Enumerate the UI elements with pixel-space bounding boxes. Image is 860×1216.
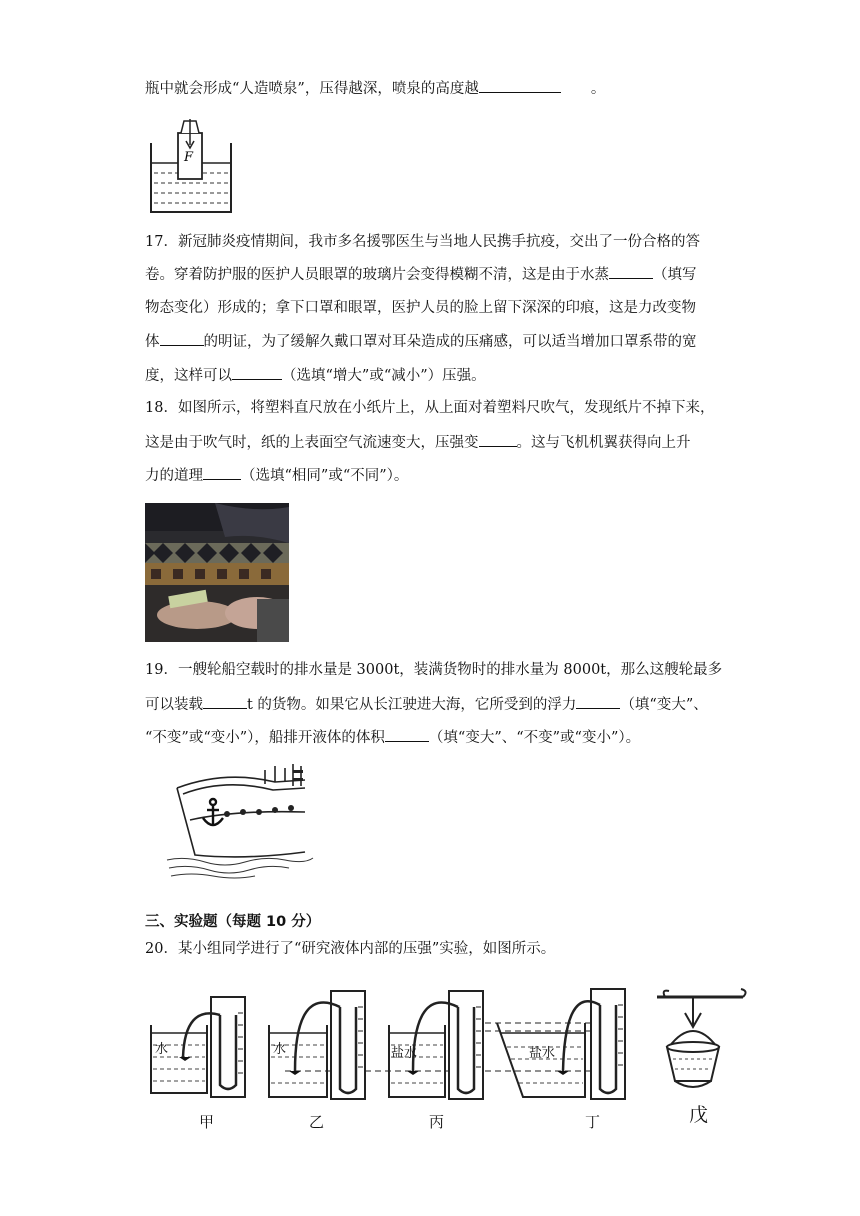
q17-text-4a: 体 bbox=[145, 334, 160, 350]
q17-text-1: 17．新冠肺炎疫情期间，我市多名援鄂医生与当地人民携手抗疫，交出了一份合格的答 bbox=[145, 234, 700, 250]
q19-blank-1[interactable] bbox=[203, 694, 247, 709]
q18-text-1: 18．如图所示，将塑料直尺放在小纸片上，从上面对着塑料尺吹气，发现纸片不掉下来， bbox=[145, 400, 715, 416]
q17-blank-3[interactable] bbox=[232, 365, 282, 380]
q20-line-1 bbox=[145, 939, 555, 959]
q17-line-3 bbox=[145, 298, 696, 318]
q19-line-2 bbox=[145, 694, 708, 715]
ship-figure bbox=[165, 760, 315, 880]
label-salt-1: 盐水 bbox=[391, 1046, 418, 1061]
q18-text-3a: 力的道理 bbox=[145, 468, 203, 484]
q17-text-3: 物态变化）形成的；拿下口罩和眼罩，医护人员的脸上留下深深的印痕，这是力改变物 bbox=[145, 300, 696, 316]
q17-line-4 bbox=[145, 331, 697, 352]
q18-line-1 bbox=[145, 398, 714, 418]
liquid-pressure-figure bbox=[145, 985, 750, 1135]
q17-line-1 bbox=[145, 232, 700, 252]
q19-text-3b: （填“变大”、“不变”或“变小”）。 bbox=[428, 730, 641, 746]
q16-period: 。 bbox=[590, 81, 606, 97]
label-bing: 丙 bbox=[429, 1113, 445, 1131]
q17-blank-2[interactable] bbox=[160, 331, 204, 346]
q18-text-3b: （选填“相同”或“不同”）。 bbox=[241, 468, 409, 484]
section-3-heading-text: 三、实验题（每题 10 分） bbox=[145, 914, 321, 930]
force-label: F bbox=[184, 150, 194, 165]
q18-blank-2[interactable] bbox=[203, 465, 241, 480]
q16-line bbox=[145, 78, 605, 99]
q16-blank[interactable] bbox=[479, 78, 561, 93]
q18-line-2 bbox=[145, 432, 691, 453]
q17-text-2a: 卷。穿着防护服的医护人员眼罩的玻璃片会变得模糊不清，这是由于水蒸 bbox=[145, 267, 609, 283]
q20-text-1: 20．某小组同学进行了“研究液体内部的压强”实验，如图所示。 bbox=[145, 941, 556, 957]
q17-line-5 bbox=[145, 365, 486, 386]
q17-text-5a: 度，这样可以 bbox=[145, 368, 232, 384]
q18-blank-1[interactable] bbox=[479, 432, 517, 447]
label-jia: 甲 bbox=[199, 1113, 215, 1131]
q18-line-3 bbox=[145, 465, 408, 486]
q18-text-2a: 这是由于吹气时，纸的上表面空气流速变大，压强变 bbox=[145, 435, 479, 451]
label-ding: 丁 bbox=[585, 1113, 601, 1131]
section-3-heading bbox=[145, 912, 320, 932]
apparatus-ding bbox=[497, 989, 625, 1099]
q19-text-3a: “不变”或“变小”），船排开液体的体积 bbox=[145, 730, 385, 746]
label-yi: 乙 bbox=[309, 1113, 325, 1131]
anchor-icon bbox=[203, 799, 223, 826]
q18-text-2b: 。这与飞机机翼获得向上升 bbox=[516, 435, 691, 451]
q17-line-2 bbox=[145, 264, 697, 285]
label-water-2: 水 bbox=[273, 1042, 287, 1057]
q19-blank-2[interactable] bbox=[576, 694, 620, 709]
q17-text-2b: （填写 bbox=[653, 267, 697, 283]
q19-line-3 bbox=[145, 727, 640, 748]
q19-text-1: 19．一艘轮船空载时的排水量是 3000t，装满货物时的排水量为 8000t，那么这艘轮最多 bbox=[145, 662, 723, 678]
q17-text-5b: （选填“增大”或“减小”）压强。 bbox=[282, 368, 486, 384]
q19-line-1 bbox=[145, 660, 722, 680]
apparatus-wu bbox=[657, 989, 746, 1087]
bottle-in-water-figure bbox=[148, 115, 236, 215]
q17-blank-1[interactable] bbox=[609, 264, 653, 279]
q17-text-4b: 的明证，为了缓解久戴口罩对耳朵造成的压痛感，可以适当增加口罩系带的宽 bbox=[203, 334, 697, 350]
label-wu: 戊 bbox=[689, 1104, 709, 1126]
q19-text-2a: 可以装载 bbox=[145, 697, 203, 713]
apparatus-bing bbox=[389, 991, 483, 1099]
q16-text: 瓶中就会形成“人造喷泉”，压得越深，喷泉的高度越 bbox=[145, 81, 479, 97]
q19-text-2b: t 的货物。如果它从长江驶进大海，它所受到的浮力 bbox=[247, 697, 577, 713]
blowing-paper-photo bbox=[145, 503, 289, 642]
label-water-1: 水 bbox=[155, 1042, 169, 1057]
q19-text-2c: （填“变大”、 bbox=[620, 697, 708, 713]
q19-blank-3[interactable] bbox=[385, 727, 429, 742]
label-salt-2: 盐水 bbox=[529, 1046, 556, 1061]
